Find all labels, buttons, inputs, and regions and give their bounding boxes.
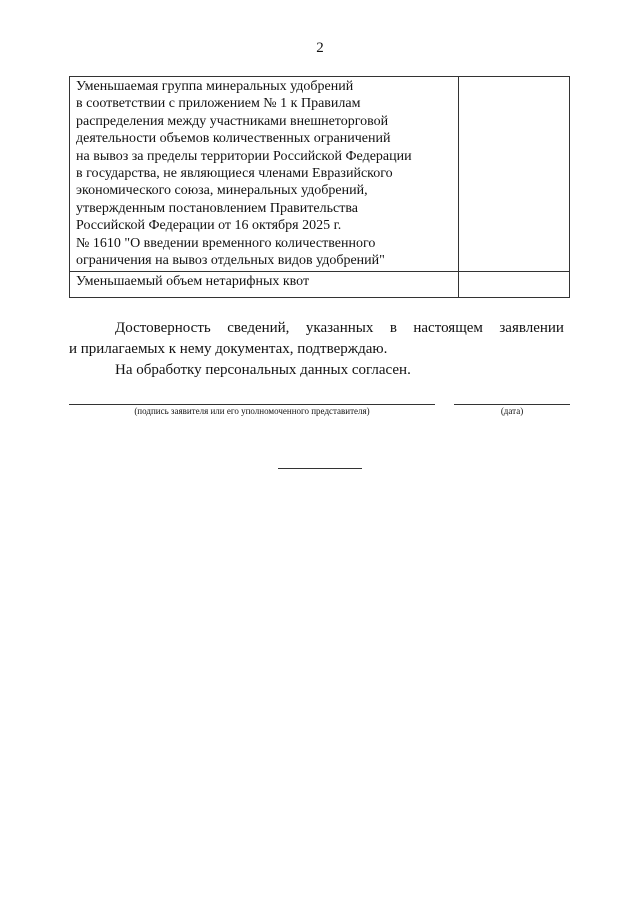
fertilizer-group-label-line: утвержденным постановлением Правительства <box>76 200 358 216</box>
quota-volume-label <box>70 272 459 298</box>
signature-caption: (подпись заявителя или его уполномоченного представителя) <box>134 406 370 416</box>
fertilizer-group-label-line: № 1610 "О введении временного количественного <box>76 235 376 251</box>
end-of-document-rule <box>278 468 362 469</box>
fertilizer-group-label-line: распределения между участниками внешнеторговой <box>76 113 389 129</box>
declaration-word: заявлении <box>499 320 564 336</box>
application-table <box>69 76 570 298</box>
fertilizer-group-label-line: в соответствии с приложением № 1 к Правилам <box>76 96 361 112</box>
declaration-word: в <box>389 320 397 336</box>
fertilizer-group-label-line: экономического союза, минеральных удобрений, <box>76 183 368 199</box>
declaration-word: указанных <box>305 320 374 336</box>
fertilizer-group-label-line: Уменьшаемая группа минеральных удобрений <box>76 79 354 94</box>
declaration-word: сведений, <box>227 320 290 336</box>
fertilizer-group-label-line: на вывоз за пределы территории Российской Федерации <box>76 148 412 164</box>
date-caption: (дата) <box>500 406 524 416</box>
consent-line: На обработку персональных данных согласен. <box>115 362 411 378</box>
declaration-word: настоящем <box>413 320 483 336</box>
declaration-text <box>69 318 564 381</box>
quota-volume-value-field[interactable] <box>459 272 570 298</box>
fertilizer-group-label-line: ограничения на вывоз отдельных видов удобрений" <box>76 253 385 269</box>
fertilizer-group-label-line: в государства, не являющиеся членами Евразийского <box>76 166 393 182</box>
fertilizer-group-label-line: деятельности объемов количественных ограничений <box>76 131 391 147</box>
declaration-line: и прилагаемых к нему документах, подтверждаю. <box>69 341 388 357</box>
fertilizer-group-label <box>70 77 459 272</box>
signature-line[interactable] <box>69 404 435 405</box>
fertilizer-group-value-field[interactable] <box>459 77 570 272</box>
table-row <box>70 272 570 298</box>
fertilizer-group-label-line: Российской Федерации от 16 октября 2025 г. <box>76 218 342 234</box>
quota-volume-label-line: Уменьшаемый объем нетарифных квот <box>76 274 310 289</box>
page-number: 2 <box>316 40 324 56</box>
date-line[interactable] <box>454 404 570 405</box>
declaration-word: Достоверность <box>115 320 211 336</box>
declaration-line <box>69 318 564 339</box>
table-row <box>70 77 570 272</box>
